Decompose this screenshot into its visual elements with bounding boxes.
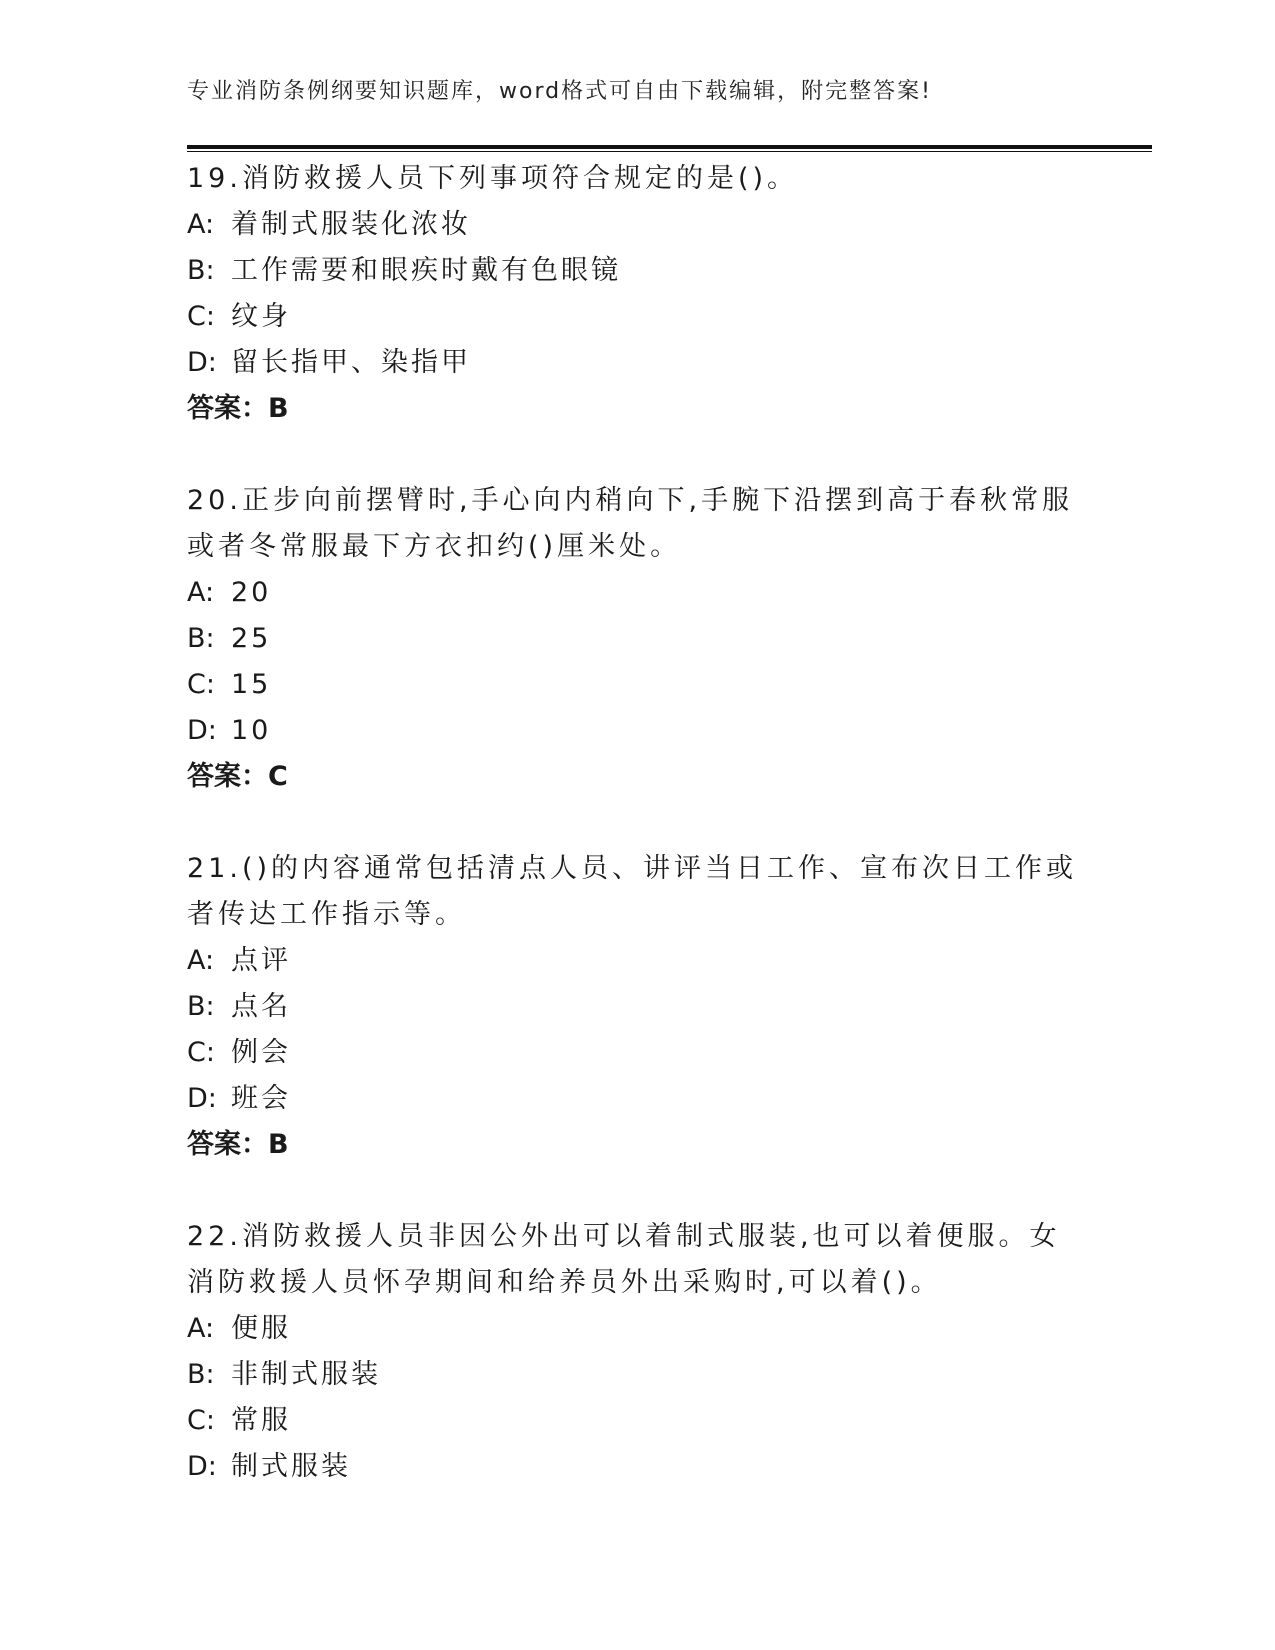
option-d (187, 1076, 1087, 1122)
option-letter: C: (187, 301, 215, 332)
option-text: 点名 (231, 991, 291, 1022)
option-a (187, 1306, 1087, 1352)
option-a (187, 202, 1087, 248)
option-c (187, 1398, 1087, 1444)
document-header: 专业消防条例纲要知识题库，word格式可自由下载编辑，附完整答案! (187, 79, 932, 104)
option-letter: C: (187, 669, 215, 700)
option-d (187, 1444, 1087, 1490)
option-text: 工作需要和眼疾时戴有色眼镜 (231, 255, 621, 286)
question-stem: 22.消防救援人员非因公外出可以着制式服装,也可以着便服。女消防救援人员怀孕期间和给养员外出采购时,可以着()。 (187, 1221, 1061, 1298)
spacer (187, 432, 1087, 478)
option-text: 留长指甲、染指甲 (231, 347, 471, 378)
option-letter: D: (187, 1083, 217, 1114)
question-22 (187, 1214, 1087, 1490)
question-21 (187, 846, 1087, 1168)
answer-line: 答案：B (187, 393, 289, 424)
question-list (187, 156, 1087, 1490)
question-19 (187, 156, 1087, 432)
option-b (187, 248, 1087, 294)
spacer (187, 1168, 1087, 1214)
option-text: 10 (231, 715, 272, 746)
header-rule-thick (187, 145, 1152, 149)
question-stem: 20.正步向前摆臂时,手心向内稍向下,手腕下沿摆到高于春秋常服或者冬常服最下方衣扣约()厘米处。 (187, 485, 1074, 562)
option-text: 非制式服装 (231, 1359, 381, 1390)
option-letter: D: (187, 347, 217, 378)
option-letter: A: (187, 577, 215, 608)
option-text: 例会 (231, 1037, 291, 1068)
question-stem: 19.消防救援人员下列事项符合规定的是()。 (187, 163, 799, 194)
option-text: 常服 (231, 1405, 291, 1436)
option-text: 着制式服装化浓妆 (231, 209, 471, 240)
spacer (187, 800, 1087, 846)
option-d (187, 708, 1087, 754)
option-letter: A: (187, 945, 215, 976)
option-d (187, 340, 1087, 386)
option-letter: C: (187, 1037, 215, 1068)
option-letter: B: (187, 255, 215, 286)
option-a (187, 570, 1087, 616)
option-letter: A: (187, 1313, 215, 1344)
option-a (187, 938, 1087, 984)
option-text: 15 (231, 669, 272, 700)
option-c (187, 662, 1087, 708)
option-letter: C: (187, 1405, 215, 1436)
question-20 (187, 478, 1087, 800)
option-text: 制式服装 (231, 1451, 351, 1482)
option-c (187, 294, 1087, 340)
option-letter: B: (187, 991, 215, 1022)
question-stem: 21.()的内容通常包括清点人员、讲评当日工作、宣布次日工作或者传达工作指示等。 (187, 853, 1078, 930)
option-text: 纹身 (231, 301, 291, 332)
header-rule-thin (187, 151, 1152, 152)
option-b (187, 984, 1087, 1030)
option-text: 班会 (231, 1083, 291, 1114)
option-c (187, 1030, 1087, 1076)
option-letter: B: (187, 623, 215, 654)
option-letter: A: (187, 209, 215, 240)
option-text: 20 (231, 577, 272, 608)
option-letter: D: (187, 1451, 217, 1482)
answer-line: 答案：C (187, 761, 288, 792)
option-letter: D: (187, 715, 217, 746)
option-letter: B: (187, 1359, 215, 1390)
answer-line: 答案：B (187, 1129, 289, 1160)
option-b (187, 1352, 1087, 1398)
option-b (187, 616, 1087, 662)
option-text: 25 (231, 623, 272, 654)
option-text: 便服 (231, 1313, 291, 1344)
option-text: 点评 (231, 945, 291, 976)
